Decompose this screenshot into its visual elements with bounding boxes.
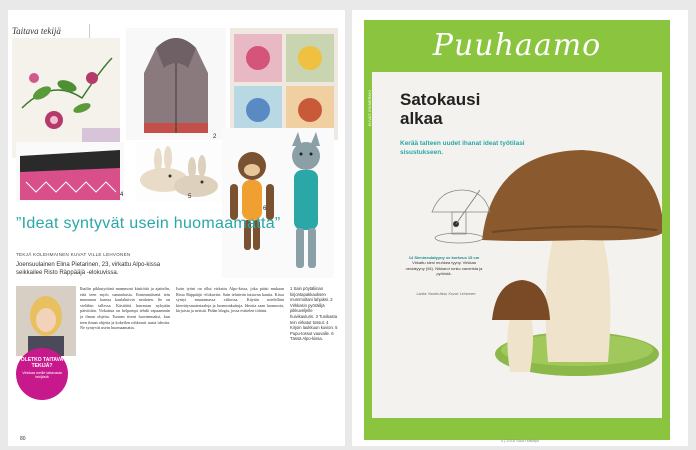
article-headline: ”Ideat syntyvät usein huomaamatta”: [16, 215, 281, 232]
caption-body: Virkattu sieni muhkea tyyny. Virkkaa neulatyyny (54). Nikkaroi runko vanerista ja pyöristä.: [405, 260, 483, 277]
article-lead: Joensuulainen Elina Pietarinen, 23, virkattu Alpo-kissa seikkailee Risto Räppääjä -elokuvissa.: [16, 262, 161, 276]
photo-number-2: 2: [213, 134, 217, 140]
article-column-1: Ihailin pikkutyttönä mummoni käsitöitä ja ajattelin, että teen myös samanlaisia. Ensimmäisenä tein mummon kanssa kaulahuivin neulaten. Se on vieläkin tallessa. Käsitöitä harrastan nykyään päivittäin. Virkattua on helpompi tehdä vapaammin ja ilman ohjeita. Tunnen itseni luovimmaksi, kun teen ilman ohjetta ja kokeilen rohkeasti uusia ideoita. Ne syntyvät usein huomaamatta.: [80, 286, 170, 331]
feature-panel: [372, 72, 662, 418]
badge-title: OLETKO TAITAVA TEKIJÄ?: [20, 357, 64, 369]
photo-bunny-slippers: [136, 142, 222, 202]
animals-image: [222, 128, 334, 278]
right-page: [352, 10, 688, 446]
clutch-image: [16, 142, 124, 202]
feature-title: Satokausi alkaa: [400, 90, 481, 128]
vest-image: [126, 28, 226, 140]
photo-number-5: 5: [188, 194, 192, 200]
caption-source: Lanka: Novita Aina, Kuvat: Lehvonen: [416, 292, 476, 296]
slippers-image: [136, 142, 222, 202]
page-number: 80: [20, 436, 26, 442]
vertical-credit: KUVAT: ESIMERKKI: [367, 90, 372, 127]
article-column-2: Isoin työni on ollut virkattu Alpo-kissa, joka pääsi mukaan Risto Räppääjä -elokuviin. Sain tehtävän tuttavan kautta. Kissa syntyi muutamassa viikossa. Käytän mielelläni kierrätysmateriaaleja ja luonnonkuituja. Ideoita saan luonnosta, kirjoista ja netistä. Pidän blogia, jossa esittelen töitäni.: [176, 286, 284, 314]
portrait-image: [16, 286, 76, 356]
photo-hooded-vest: [126, 28, 226, 140]
left-page: [8, 10, 345, 446]
caption-title: Sienineulatyyny xx korkeus 15 cm: [414, 255, 480, 260]
photo-embroidered-cloth: [12, 38, 120, 158]
photo-clutch-bag: [16, 142, 124, 202]
badge-text: Vinkkaa meille taitavasta tekijästä: [22, 371, 62, 380]
embroidery-image: [12, 38, 120, 158]
contact-badge: [16, 348, 68, 400]
photo-number-4: 4: [120, 192, 124, 198]
squares-image: [230, 28, 338, 140]
portrait-photo: [16, 286, 76, 356]
caption-number: 14: [408, 255, 414, 260]
photo-granny-squares: [230, 28, 338, 140]
green-frame: [364, 20, 670, 440]
section-tag: Taitava tekijä: [8, 24, 90, 38]
page-footer: 4 | 2015 Suuri käsityö: [500, 438, 540, 443]
photo-number-6: 6: [263, 206, 267, 212]
product-caption: [404, 255, 484, 277]
photo-crochet-animals: [222, 128, 334, 278]
section-title: Puuhaamo: [432, 28, 602, 63]
photo-captions-column: 1 Sain pöytäliinan kirjontapakkauksen mummoltani lahjaksi. 2 Virkkasin pyöräilijä pikkuveljelle huivikaulurin. 3 Tunikasta tein virkatut tossut. 4 Kirjoin laukkuun kuvion. 5 Pupu-tossut vauvalle. 6 Tässä Alpo-kissa.: [290, 286, 338, 342]
article-byline: TEKJÄ KOLEHMAINEN KUVAT VILLE LEHVONEN: [16, 252, 131, 257]
feature-subtitle: Kerää talteen uudet ihanat ideat työtilasi sisustukseen.: [400, 140, 525, 156]
